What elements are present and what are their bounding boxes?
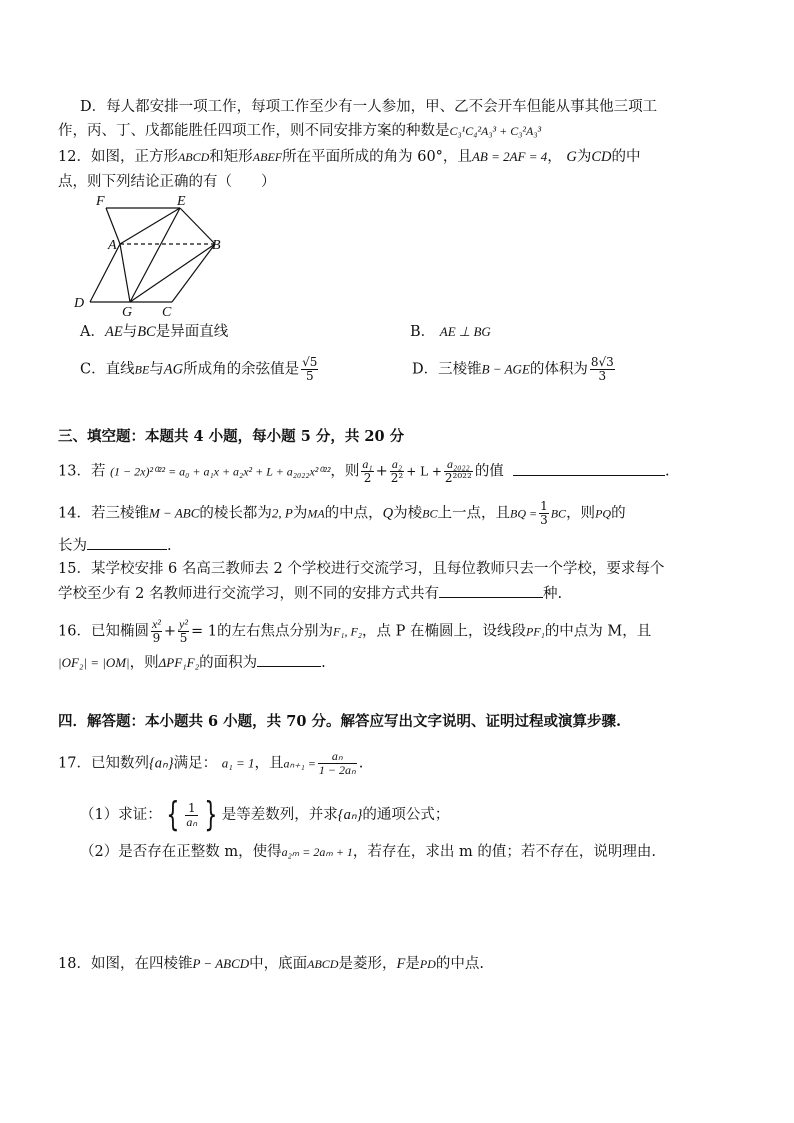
label-b: B — [212, 238, 221, 253]
q12-optd-den: 3 — [598, 369, 607, 383]
q13-expr: (1 − 2x)²⁰²² = a₀ + a₁x + a₂x² + L + a₂₀₂₂x²⁰²² — [110, 464, 331, 479]
right-brace-icon: } — [204, 795, 218, 835]
q16-line2a: |OF₂| = |OM| — [58, 655, 130, 670]
q14-answer-blank[interactable] — [87, 535, 167, 550]
q12-optc-frac — [301, 356, 318, 383]
q16-a: 16．已知椭圆 — [58, 623, 149, 640]
q12-abcd: ABCD — [177, 150, 210, 164]
q14-mabc: M − ABC — [148, 505, 200, 521]
q14-bc: BC — [422, 506, 438, 521]
q18-d: 是 — [405, 956, 420, 972]
edge-gb — [130, 244, 215, 302]
q13-f2d: 2² — [390, 471, 404, 485]
q13-mid: + L + — [406, 464, 442, 479]
q12-stem-e: 为 — [576, 149, 592, 165]
q12-abef: ABEF — [252, 150, 283, 164]
q14-fd: 3 — [540, 513, 548, 527]
q12-stem-f: 的中 — [611, 149, 641, 165]
q13-f3d: 2²⁰²² — [444, 471, 472, 485]
q17-p2expr: a₂ₘ = 2aₘ + 1 — [281, 845, 353, 859]
q12-option-d — [412, 356, 617, 383]
q13-f3n: a₂₀₂₂ — [444, 458, 473, 472]
q15-line2 — [58, 583, 562, 604]
q12-optd-num: 8√3 — [590, 355, 614, 369]
q17-p2a: （2）是否存在正整数 m，使得 — [80, 844, 282, 860]
left-brace-icon: { — [166, 795, 180, 835]
label-d: D — [74, 296, 85, 311]
q12-stem-b: 和矩形 — [209, 149, 253, 165]
q14-a: 14．若三棱锥 — [58, 505, 149, 522]
q14-e: 为棱 — [393, 505, 423, 522]
q12-opta-c: 是异面直线 — [155, 324, 229, 340]
edge-bc — [172, 244, 215, 302]
q11-option-d-cont-text: 作，丙、丁、戊都能胜任四项工作，则不同安排方案的种数是 — [58, 123, 450, 139]
q12-optc-ag: AG — [163, 361, 184, 378]
q14-b: 的棱长都为 — [199, 505, 272, 522]
q14-h: 的 — [611, 505, 626, 522]
q16-tri: ΔPF₁F₂ — [158, 655, 200, 670]
q16-line2: |OF₂| = |OM|，则ΔPF₁F₂的面积为 . — [58, 652, 326, 673]
q13-frac2 — [390, 458, 404, 485]
q16: 16．已知椭圆 $\frac{\text{x²}}{9}$ + $\frac{\text{y²}}{5}$ = 1的左右焦点分别为F₁, F₂，点 P 在椭圆上，设线段PF₁的中点为 M，且 — [58, 617, 652, 645]
q13-f2n: a₂ — [390, 458, 404, 472]
q17-p1c: 的通项公式； — [362, 807, 450, 823]
q17: 17．已知数列{aₙ}满足： a₁ = 1，且aₙ₊₁ = $\frac{\text{aₙ}}{\text{1 − 2aₙ}}$ . — [58, 749, 364, 777]
q17-part2 — [80, 842, 656, 862]
q15-line2b: 种. — [542, 586, 563, 602]
section4-text: 四．解答题：本小题共 6 小题，共 70 分。解答应写出文字说明、证明过程或演算步骤. — [58, 713, 622, 730]
q18-c: 是菱形， — [338, 956, 397, 972]
q17-c: ，且 — [254, 755, 284, 772]
q15 — [58, 559, 664, 579]
q12-stem-c: 所在平面所成的角为 60°，且 — [282, 149, 472, 165]
label-a: A — [108, 238, 117, 253]
q16-c: ，点 P 在椭圆上，设线段 — [361, 623, 526, 640]
q12-optc-be: BE — [134, 362, 150, 377]
q13-b: ，则 — [330, 463, 360, 480]
q17-fn: aₙ — [318, 750, 357, 764]
q18 — [58, 954, 484, 974]
q16-frac1 — [151, 618, 162, 645]
q14-d: 的中点， — [324, 505, 383, 522]
q12-opta-label: A． — [80, 324, 105, 340]
q14-ma: MA — [307, 506, 325, 521]
label-c: C — [162, 305, 172, 320]
q12-stem — [58, 147, 641, 167]
q12-optc-b: 与 — [149, 361, 164, 378]
q14-line2: 长为 . — [58, 535, 172, 556]
q16-b: = 1的左右焦点分别为 — [190, 623, 333, 640]
q18-pabcd: P − ABCD — [192, 956, 250, 971]
q17-p1a: （1）求证： — [80, 807, 162, 823]
q12-optd-frac — [590, 356, 615, 383]
edge-eb — [180, 208, 215, 244]
q12-opta-b: 与 — [122, 324, 138, 340]
q12-optd-b: 的体积为 — [529, 361, 588, 378]
q13-frac1 — [361, 458, 373, 485]
q16-f2n: y² — [179, 617, 188, 631]
q12-opta-ae: AE — [104, 324, 123, 340]
q11-option-d — [80, 97, 657, 117]
q12-optb-label: B． — [410, 324, 436, 340]
q14-c: 为 — [292, 505, 308, 522]
q17-p1fn: 1 — [185, 802, 198, 816]
q11-option-d-cont — [58, 121, 541, 141]
q18-pd: PD — [419, 957, 436, 971]
q14-pq: PQ — [595, 506, 612, 521]
q16-f2d: 5 — [179, 631, 188, 645]
q18-b: 中，底面 — [249, 956, 308, 972]
q12-opta-bc: BC — [137, 324, 156, 340]
q17-rec: aₙ₊₁ = — [283, 756, 316, 771]
q17-seq: {aₙ} — [148, 755, 174, 772]
q12-optc-label: C．直线 — [80, 361, 135, 378]
q12-optc-den: 5 — [305, 369, 314, 383]
q14-g: ，则 — [566, 505, 596, 522]
q11-formula: C₃¹C₄²A₃³ + C₃²A₃³ — [449, 124, 542, 138]
q12-option-b — [410, 322, 491, 342]
q13-answer-blank[interactable] — [513, 461, 665, 476]
q15-answer-blank[interactable] — [439, 583, 543, 598]
q15-line1: 15．某学校安排 6 名高三教师去 2 个学校进行交流学习，且每位教师只去一个学校，要求每个 — [58, 561, 665, 577]
q12-optd-expr: B − AGE — [481, 361, 530, 377]
q16-d: 的中点为 M，且 — [544, 623, 652, 640]
q12-optd-label: D．三棱锥 — [412, 361, 482, 378]
q16-foci: F₁, F₂ — [332, 624, 362, 639]
q12-optb-expr: AE ⊥ BG — [439, 324, 491, 339]
label-f: F — [96, 194, 105, 209]
q16-answer-blank[interactable] — [257, 652, 321, 667]
q16-frac2 — [178, 618, 189, 645]
section3-heading — [58, 427, 404, 447]
q18-f: F — [396, 956, 406, 972]
q17-b: 满足： — [173, 755, 218, 772]
q18-e: 的中点. — [435, 956, 484, 972]
q17-a: 17．已知数列 — [58, 755, 149, 772]
q14-bc2: BC — [550, 506, 567, 521]
section4-heading — [58, 712, 621, 732]
label-e: E — [177, 194, 186, 209]
q12-stem-d: ， — [547, 149, 562, 165]
q12-stem2: 点，则下列结论正确的有（ ） — [58, 174, 276, 190]
q14 — [58, 500, 626, 527]
q14-bq: BQ = — [509, 506, 538, 521]
edge-ag — [120, 244, 130, 302]
q12-optc-num: √5 — [302, 355, 318, 369]
q12-figure — [70, 192, 230, 320]
q17-p1-frac — [185, 802, 198, 829]
q11-option-d-text: D．每人都安排一项工作，每项工作至少有一人参加，甲、乙不会开车但能从事其他三项工 — [80, 99, 658, 115]
q12-optc-c: 所成角的余弦值是 — [183, 361, 300, 378]
q17-p1seq: {aₙ} — [337, 807, 363, 823]
label-g: G — [122, 305, 133, 320]
q17-fd: 1 − 2aₙ — [318, 763, 356, 777]
q12-cond: AB = 2AF = 4 — [471, 149, 548, 164]
q13: 13．若 (1 − 2x)²⁰²² = a₀ + a₁x + a₂x² + L + a₂₀₂₂x²⁰²²，则 $\frac{\text{a₁}}{2}$ + $\frac{\text{a₂}}{\text{2²}}$ + L + $\frac{\text{a₂₀₂₂}}{\text{2²⁰²²}}$ 的值 . — [58, 457, 670, 485]
q16-line2c: 的面积为 — [199, 655, 258, 671]
q13-frac3 — [444, 458, 473, 485]
q17-part1 — [80, 795, 450, 835]
q12-stem-line2 — [58, 172, 276, 192]
q16-f1n: x² — [151, 617, 161, 631]
section3-text: 三、填空题：本题共 4 小题，每小题 5 分，共 20 分 — [58, 428, 405, 445]
q13-f1d: 2 — [363, 471, 372, 485]
edge-eg — [130, 208, 180, 302]
q18-abcd: ABCD — [307, 957, 339, 971]
q16-line2b: ，则 — [129, 655, 159, 671]
q16-pf: PF₁ — [525, 624, 545, 639]
q12-stem-a: 12．如图，正方形 — [58, 149, 178, 165]
q14-line2-text: 长为 — [58, 538, 87, 554]
q17-p1fd: aₙ — [186, 814, 198, 829]
q14-2p: 2, P — [271, 505, 293, 521]
q14-frac — [539, 500, 549, 527]
q12-option-a — [80, 322, 228, 342]
q16-f1d: 9 — [152, 631, 161, 645]
q17-frac — [318, 750, 357, 777]
q13-f1n: a₁ — [362, 457, 373, 471]
q14-q: Q — [382, 505, 394, 522]
q18-a: 18．如图，在四棱锥 — [58, 956, 193, 972]
q14-fn: 1 — [540, 499, 548, 513]
q12-g: G — [566, 149, 577, 165]
q17-p1b: 是等差数列，并求 — [221, 807, 338, 823]
q12-cd: CD — [591, 149, 612, 165]
q17-p2b: ，若存在，求出 m 的值；若不存在，说明理由. — [352, 844, 656, 860]
q17-a1: a₁ = 1 — [221, 755, 255, 771]
q12-option-c — [80, 356, 320, 383]
q13-c: 的值 — [474, 463, 504, 480]
q14-f: 上一点，且 — [437, 505, 510, 522]
q15-line2a: 学校至少有 2 名教师进行交流学习，则不同的安排方式共有 — [58, 586, 439, 602]
q13-a: 13．若 — [58, 463, 106, 480]
